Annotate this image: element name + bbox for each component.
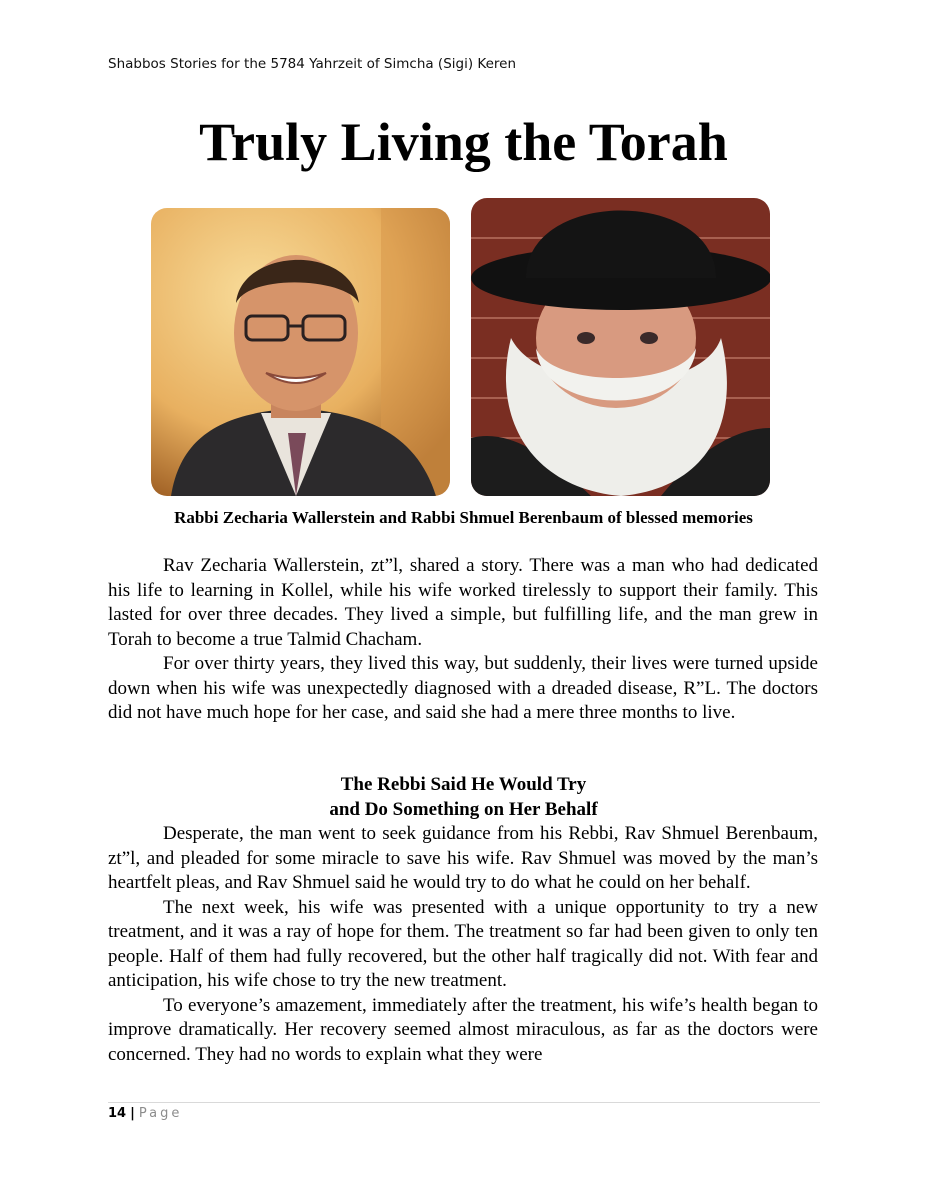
- paragraph: To everyone’s amazement, immediately after the treatment, his wife’s health began to improve dramatically. Her recovery seemed almost miraculous, as far as the doctors were concerned. They had no words to explain what they were: [108, 994, 818, 1065]
- story-body: [108, 822, 818, 1067]
- portrait-photo-right: [471, 198, 770, 496]
- paragraph: The next week, his wife was presented with a unique opportunity to try a new treatment, and it was a ray of hope for them. The treatment so far had been given to only ten people. Half of them had fully recovered, but the other half tragically did not. With fear and anticipation, his wife chose to try the new treatment.: [108, 896, 818, 991]
- footer-separator: |: [130, 1106, 135, 1121]
- paragraph: For over thirty years, they lived this way, but suddenly, their lives were turned upside down when his wife was unexpectedly diagnosed with a dreaded disease, R”L. The doctors did not have much hope for her case, and said she had a mere three months to live.: [108, 653, 818, 723]
- subheading-line: The Rebbi Said He Would Try: [340, 774, 587, 795]
- running-header: Shabbos Stories for the 5784 Yahrzeit of Simcha (Sigi) Keren: [108, 56, 516, 72]
- page-label: Page: [138, 1106, 183, 1121]
- page-footer: [108, 1106, 182, 1121]
- page-number: 14: [108, 1106, 127, 1121]
- portrait-photo-left: [151, 208, 450, 496]
- story-intro: [108, 554, 818, 726]
- footer-divider: [108, 1102, 820, 1103]
- paragraph: Desperate, the man went to seek guidance from his Rebbi, Rav Shmuel Berenbaum, zt”l, and pleaded for some miracle to save his wife. Rav Shmuel was moved by the man’s heartfelt pleas, and Rav Shmuel said he would try to do what he could on her behalf.: [108, 823, 818, 893]
- subheading-line: and Do Something on Her Behalf: [329, 798, 598, 820]
- article-title: Truly Living the Torah: [199, 112, 728, 172]
- section-subheading: [0, 773, 927, 822]
- paragraph: Rav Zecharia Wallerstein, zt”l, shared a story. There was a man who had dedicated his life to learning in Kollel, while his wife worked tirelessly to support their family. This lasted for over three decades. They lived a simple, but fulfilling life, and the man grew in Torah to become a true Talmid Chacham.: [108, 555, 818, 650]
- photo-caption: Rabbi Zecharia Wallerstein and Rabbi Shmuel Berenbaum of blessed memories: [174, 508, 753, 527]
